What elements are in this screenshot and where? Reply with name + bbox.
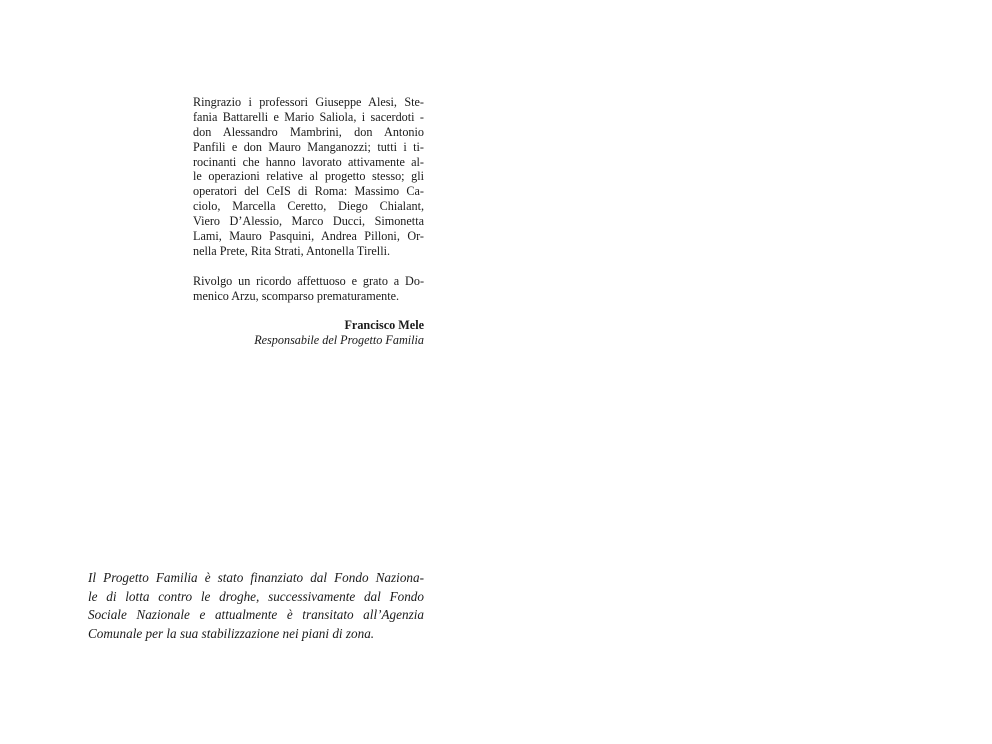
paragraph-spacer bbox=[193, 259, 424, 274]
signature-role: Responsabile del Progetto Familia bbox=[254, 333, 424, 347]
acknowledgments-line: operatori del CeIS di Roma: Massimo Ca- bbox=[193, 184, 424, 199]
remembrance-line: menico Arzu, scomparso prematuramente. bbox=[193, 288, 400, 303]
acknowledgments-line: Panfili e don Mauro Manganozzi; tutti i ti- bbox=[193, 139, 424, 154]
remembrance-line: Rivolgo un ricordo affettuoso e grato a Do- bbox=[193, 273, 424, 288]
acknowledgments-line: Viero D’Alessio, Marco Ducci, Simonetta bbox=[193, 214, 424, 229]
acknowledgments-line: ciolo, Marcella Ceretto, Diego Chialant, bbox=[193, 199, 424, 214]
funding-note-line: Comunale per la sua stabilizzazione nei piani di zona. bbox=[88, 625, 375, 641]
acknowledgments-line: fania Battarelli e Mario Saliola, i sacerdoti - bbox=[193, 109, 424, 124]
acknowledgments-line: Lami, Mauro Pasquini, Andrea Pilloni, Or- bbox=[193, 229, 424, 244]
acknowledgments-line: nella Prete, Rita Strati, Antonella Tirelli. bbox=[193, 243, 391, 258]
acknowledgments-line: rocinanti che hanno lavorato attivamente al- bbox=[193, 154, 424, 169]
signature-name: Francisco Mele bbox=[344, 318, 424, 332]
acknowledgments-line: Ringrazio i professori Giuseppe Alesi, Ste- bbox=[193, 95, 424, 109]
acknowledgments-line: don Alessandro Mambrini, don Antonio bbox=[193, 124, 424, 139]
funding-note-line: Il Progetto Familia è stato finanziato dal Fondo Naziona- bbox=[88, 570, 424, 585]
funding-note-line: le di lotta contro le droghe, successivamente dal Fondo bbox=[88, 588, 424, 604]
acknowledgments-block bbox=[193, 95, 424, 304]
funding-note bbox=[88, 569, 424, 643]
acknowledgments-line: le operazioni relative al progetto stesso; gli bbox=[193, 169, 424, 184]
funding-note-line: Sociale Nazionale e attualmente è transitato all’Agenzia bbox=[88, 607, 424, 622]
